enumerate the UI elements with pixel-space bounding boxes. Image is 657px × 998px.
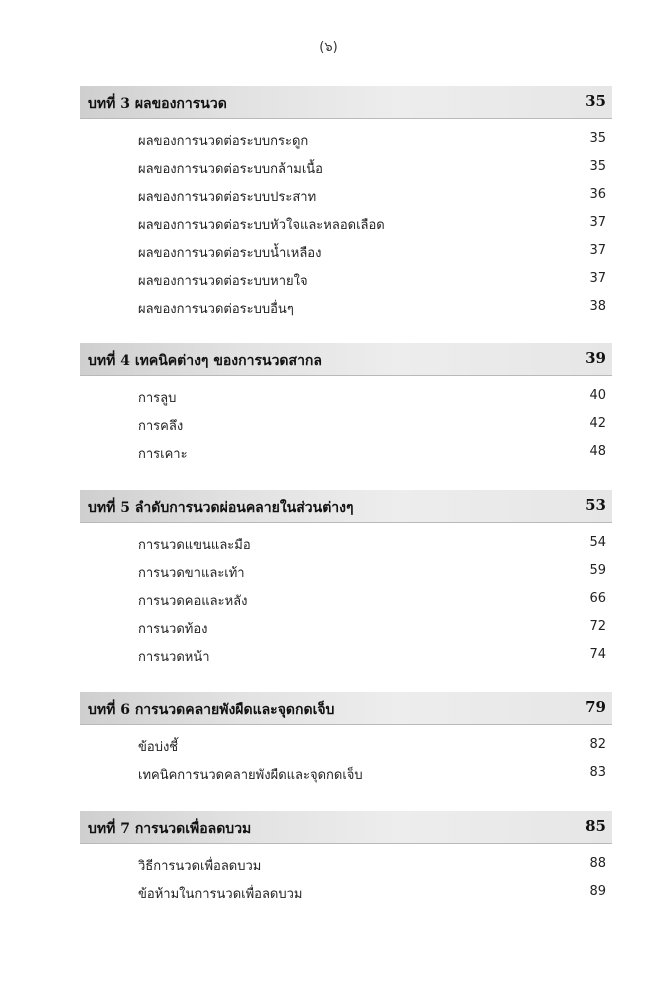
chapter-5 [80,490,612,669]
toc-entry [80,557,612,585]
entry-page-number: 35 [589,159,606,174]
entry-page-number: 72 [589,619,606,634]
toc-entry [80,125,612,153]
entry-label: การนวดแขนและมือ [138,538,251,553]
chapter-entries [80,125,612,321]
entry-label: การเคาะ [138,447,188,462]
chapter-title: บทที่ 3 ผลของการนวด [88,96,227,112]
chapter-header [80,86,612,119]
entry-page-number: 89 [589,884,606,899]
toc-entry [80,585,612,613]
entry-label: ผลของการนวดต่อระบบกระดูก [138,134,309,149]
chapter-title: บทที่ 7 การนวดเพื่อลดบวม [88,821,252,837]
chapter-7 [80,811,612,906]
entry-page-number: 37 [589,271,606,286]
chapter-title: บทที่ 6 การนวดคลายพังผืดและจุดกดเจ็บ [88,702,335,718]
entry-page-number: 37 [589,215,606,230]
entry-label: การคลึง [138,419,184,434]
entry-label: ข้อบ่งชี้ [138,740,179,755]
chapter-page-number: 39 [585,349,606,367]
chapter-entries [80,529,612,669]
entry-label: วิธีการนวดเพื่อลดบวม [138,859,262,874]
chapter-title: บทที่ 5 ลำดับการนวดผ่อนคลายในส่วนต่างๆ [88,500,354,516]
chapter-header [80,692,612,725]
entry-page-number: 42 [589,416,606,431]
entry-page-number: 37 [589,243,606,258]
entry-page-number: 83 [589,765,606,780]
entry-label: เทคนิคการนวดคลายพังผืดและจุดกดเจ็บ [138,768,363,783]
toc-entry [80,265,612,293]
toc-entry [80,850,612,878]
chapter-header [80,811,612,844]
entry-label: ผลของการนวดต่อระบบหัวใจและหลอดเลือด [138,218,385,233]
chapter-page-number: 79 [585,698,606,716]
chapter-page-number: 85 [585,817,606,835]
page-number: (๖) [319,40,338,55]
entry-page-number: 36 [589,187,606,202]
entry-page-number: 54 [589,535,606,550]
chapter-3 [80,86,612,321]
entry-label: การนวดคอและหลัง [138,594,248,609]
chapter-title: บทที่ 4 เทคนิคต่างๆ ของการนวดสากล [88,353,322,369]
entry-label: ผลของการนวดต่อระบบน้ำเหลือง [138,246,322,261]
entry-page-number: 35 [589,131,606,146]
entry-label: ข้อห้ามในการนวดเพื่อลดบวม [138,887,303,902]
chapter-page-number: 53 [585,496,606,514]
chapter-entries [80,850,612,906]
chapter-page-number: 35 [585,92,606,110]
entry-label: ผลของการนวดต่อระบบอื่นๆ [138,302,294,317]
chapter-entries [80,731,612,787]
toc-entry [80,759,612,787]
toc-entry [80,613,612,641]
entry-page-number: 74 [589,647,606,662]
chapter-4 [80,343,612,466]
entry-page-number: 66 [589,591,606,606]
chapter-6 [80,692,612,787]
entry-label: การนวดท้อง [138,622,208,637]
entry-page-number: 88 [589,856,606,871]
toc-entry [80,237,612,265]
toc-entry [80,209,612,237]
chapter-entries [80,382,612,466]
toc-entry [80,731,612,759]
toc-entry [80,293,612,321]
toc-entry [80,410,612,438]
toc-entry [80,878,612,906]
entry-label: ผลของการนวดต่อระบบประสาท [138,190,317,205]
toc-entry [80,641,612,669]
toc-entry [80,382,612,410]
entry-label: การนวดขาและเท้า [138,566,245,581]
toc-entry [80,181,612,209]
entry-page-number: 48 [589,444,606,459]
chapter-header [80,343,612,376]
entry-label: ผลของการนวดต่อระบบกล้ามเนื้อ [138,162,323,177]
entry-page-number: 40 [589,388,606,403]
entry-label: ผลของการนวดต่อระบบหายใจ [138,274,308,289]
entry-page-number: 82 [589,737,606,752]
entry-label: การลูบ [138,391,177,406]
entry-page-number: 38 [589,299,606,314]
toc-entry [80,529,612,557]
chapter-header [80,490,612,523]
toc-entry [80,153,612,181]
toc-entry [80,438,612,466]
entry-label: การนวดหน้า [138,650,210,665]
entry-page-number: 59 [589,563,606,578]
